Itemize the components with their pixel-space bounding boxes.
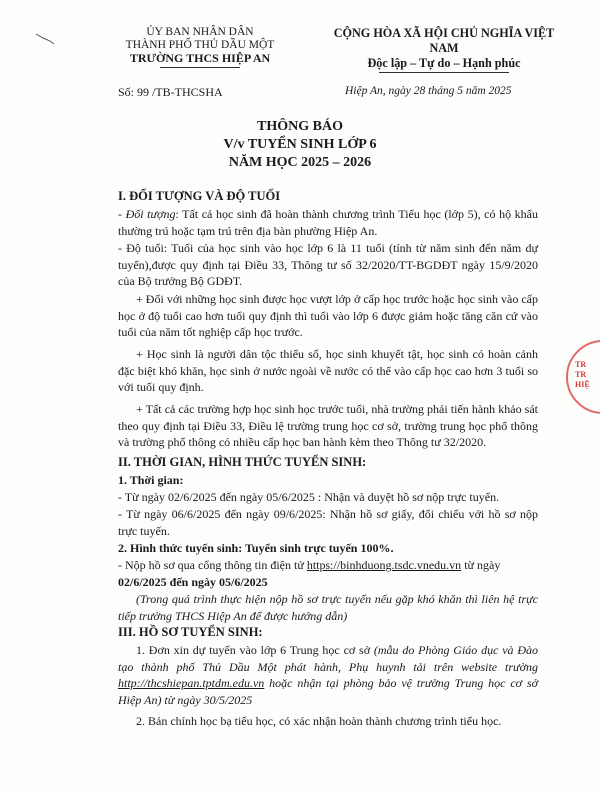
online-submission-period: - Từ ngày 02/6/2025 đến ngày 05/6/2025 : Nhận và duyệt hồ sơ nộp trực tuyến. — [118, 490, 500, 504]
document-number: Số: 99 /TB-THCSHA — [118, 85, 223, 99]
authority-line-1: ỦY BAN NHÂN DÂN — [146, 26, 254, 38]
section-1-special-students: + Học sinh là người dân tộc thiểu số, học sinh khuyết tật, học sinh có hoàn cảnh đặc biệt khó khăn, học sinh ở nước ngoài về nước có thể vào cấp học cao hơn 3 tuổi so với tuổi quy định. — [118, 347, 538, 395]
section-3-heading: III. HỒ SƠ TUYỂN SINH: — [118, 625, 263, 639]
paper-submission-period: - Từ ngày 06/6/2025 đến ngày 09/6/2025: Nhận hồ sơ giấy, đối chiếu với hồ sơ nộp trực tuyến. — [118, 507, 538, 538]
document-date: Hiệp An, ngày 28 tháng 5 năm 2025 — [345, 85, 512, 97]
section-1-early-students: + Tất cả các trường hợp học sinh học trước tuổi, nhà trường phải tiến hành khảo sát theo quy định tại Điều 33, Điều lệ trường trung học cơ sở, trường trung học phổ thông và trường phổ thông có nhiều cấp học ban hành kèm theo Thông tư 32/2020. — [118, 402, 538, 450]
seal-text: TR TR HIỆ — [575, 360, 590, 389]
target-label: - Đối tượng — [118, 207, 176, 221]
school-year: NĂM HỌC 2025 – 2026 — [228, 155, 372, 170]
section-1-target-paragraph — [118, 206, 538, 239]
portal-link[interactable]: https://binhduong.tsdc.vnedu.vn — [306, 558, 462, 572]
form-item-text: 1. Đơn xin dự tuyển vào lớp 6 Trung học cơ sở — [136, 643, 374, 657]
section-1-age-paragraph: - Độ tuổi: Tuổi của học sinh vào học lớp 6 là 11 tuổi (tính từ năm sinh đến năm dự tuyển),được quy định tại Điều 33, Thông tư số 32/2020/TT-BGDĐT ngày 15/9/2020 của Bộ trưởng Bộ GDĐT. — [118, 241, 538, 289]
section-1-advanced-students: + Đối với những học sinh được học vượt lớp ở cấp học trước hoặc học sinh vào cấp học ở độ tuổi cao hơn tuổi quy định thì tuổi vào lớp 6 được giảm hoặc tăng căn cứ vào tuổi của năm tốt nghiệp cấp học trước. — [118, 292, 538, 340]
portal-instruction — [118, 557, 538, 574]
national-header — [320, 26, 568, 73]
authority-line-2: THÀNH PHỐ THỦ DẦU MỘT — [125, 39, 275, 51]
application-form-item — [118, 642, 538, 709]
form-item-note-tail: hoặc nhận tại phòng bảo vệ trường Trung học cơ sở Hiệp An) từ ngày 30/5/2025 — [118, 676, 538, 708]
form-item-note: (mẫu do Phòng Giáo dục và Đào tạo thành phố Thủ Dầu Một phát hành, Phụ huynh tải trên website trường — [118, 643, 539, 674]
national-motto: Độc lập – Tự do – Hạnh phúc — [367, 56, 521, 70]
section-2-heading: II. THỜI GIAN, HÌNH THỨC TUYỂN SINH: — [118, 455, 367, 469]
section-2-form-heading: 2. Hình thức tuyển sinh: Tuyển sinh trực tuyến 100%. — [118, 541, 394, 555]
school-name: TRƯỜNG THCS HIỆP AN — [129, 51, 271, 65]
portal-text-tail: từ ngày — [461, 558, 501, 572]
document-title: THÔNG BÁO — [257, 119, 343, 134]
issuing-authority — [100, 26, 300, 68]
section-1-heading: I. ĐỐI TƯỢNG VÀ ĐỘ TUỔI — [118, 189, 281, 203]
target-text: : Tất cả học sinh đã hoàn thành chương trình Tiểu học (lớp 5), có hộ khẩu thường trú hoặc tạm trú trên địa bàn phường Hiệp An. — [118, 207, 539, 238]
nation-name: CỘNG HÒA XÃ HỘI CHỦ NGHĨA VIỆT NAM — [333, 26, 555, 55]
school-underline — [160, 67, 240, 68]
motto-underline — [379, 72, 509, 73]
section-2-time-heading: 1. Thời gian: — [118, 473, 184, 487]
portal-text: - Nộp hồ sơ qua cổng thông tin điện tử — [118, 558, 307, 572]
portal-dates: 02/6/2025 đến ngày 05/6/2025 — [118, 575, 268, 589]
support-note: (Trong quá trình thực hiện nộp hồ sơ trực tuyến nếu gặp khó khăn thì liên hệ trực tiếp trường THCS Hiệp An để được hướng dẫn) — [118, 592, 538, 623]
document-subject: V/v TUYỂN SINH LỚP 6 — [223, 137, 377, 152]
school-website-link[interactable]: http://thcshiepan.tptdm.edu.vn — [118, 676, 265, 691]
pen-mark-icon — [35, 32, 55, 46]
transcript-item: 2. Bản chính học bạ tiểu học, có xác nhận hoàn thành chương trình tiểu học. — [136, 714, 502, 728]
